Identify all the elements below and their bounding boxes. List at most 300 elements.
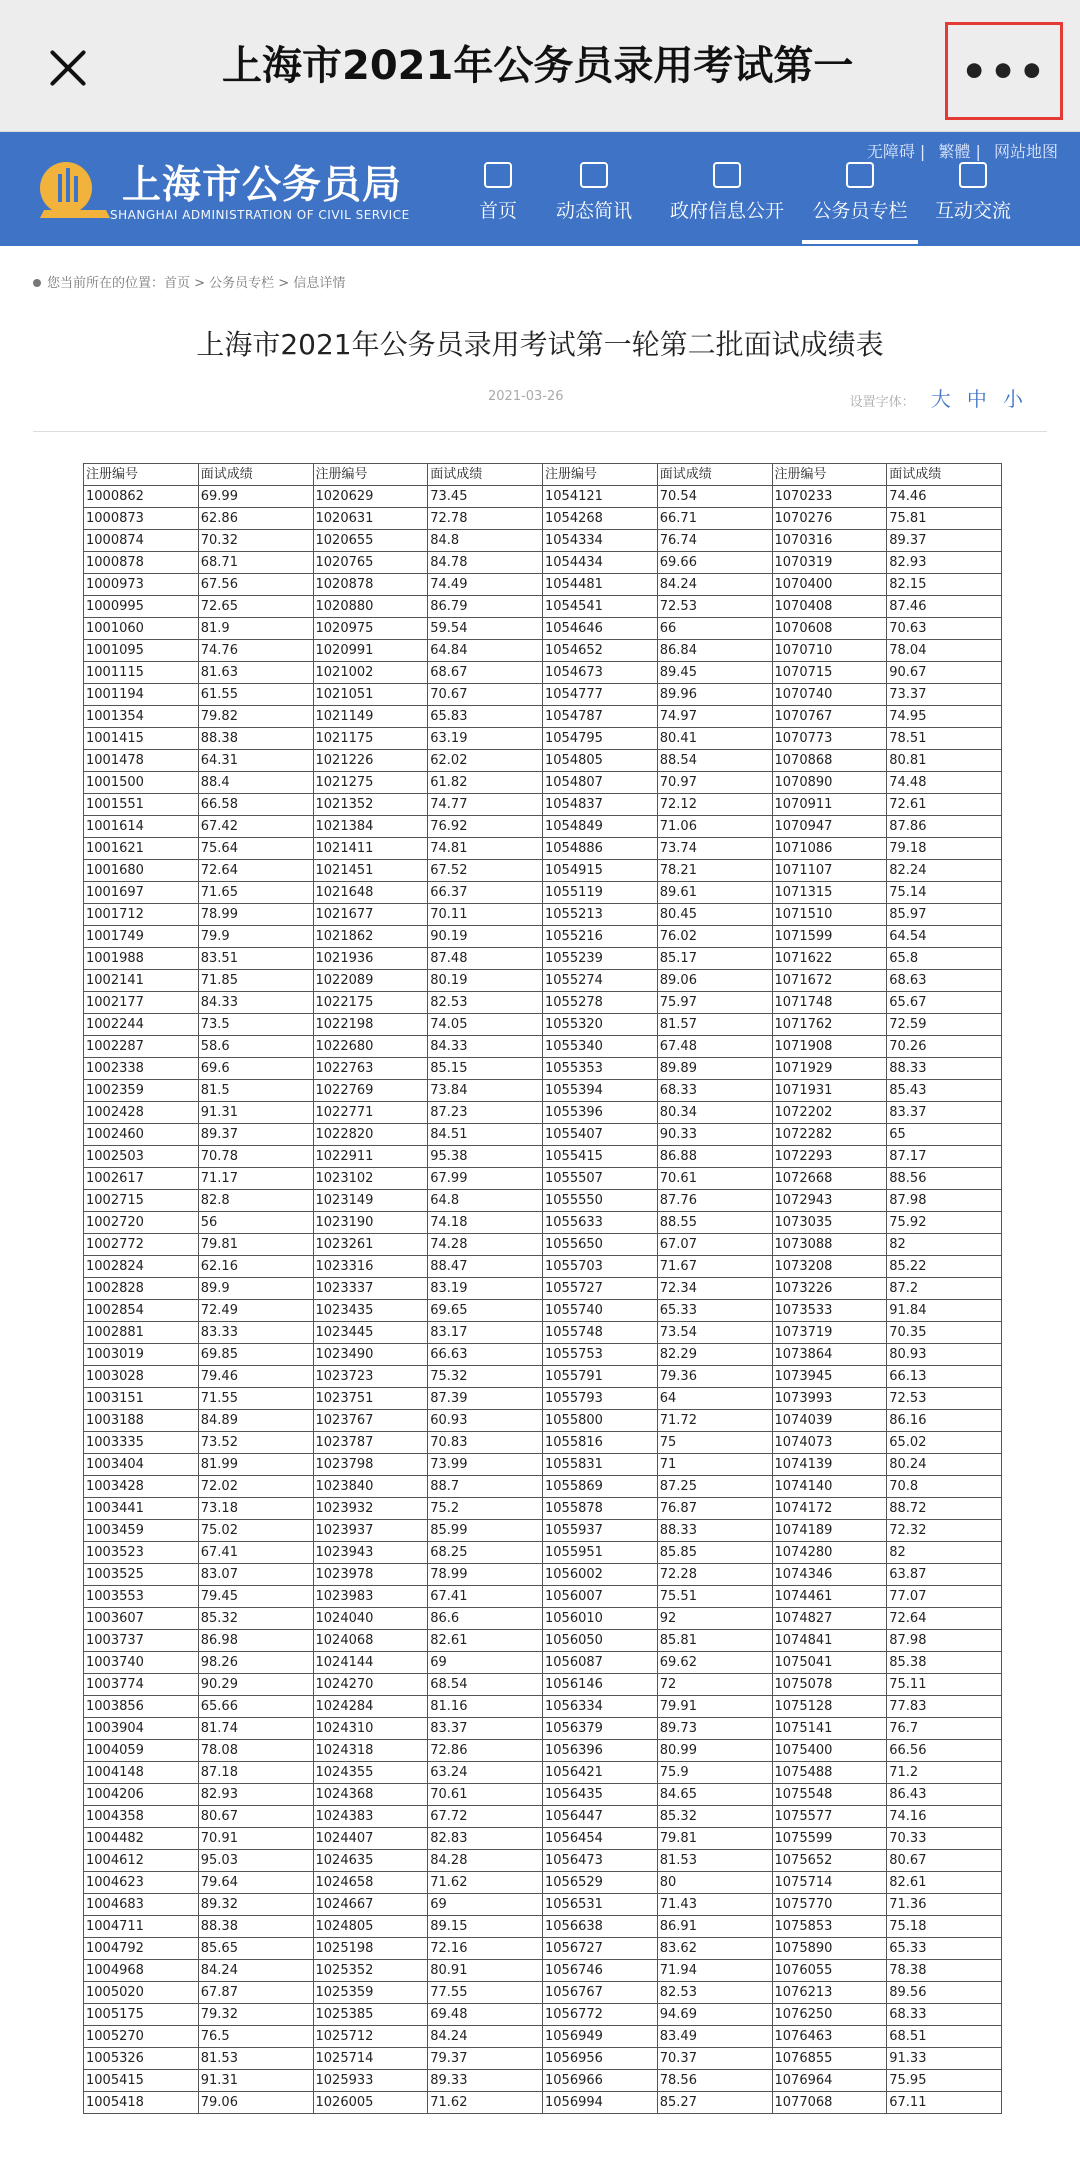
table-row [84, 1762, 1002, 1784]
table-row [84, 1278, 1002, 1300]
table-cell: 1070947 [772, 816, 887, 838]
table-cell: 79.06 [198, 2092, 313, 2114]
table-cell: 80.93 [887, 1344, 1002, 1366]
table-cell: 91.31 [198, 1102, 313, 1124]
table-row [84, 992, 1002, 1014]
table-cell: 1056435 [543, 1784, 658, 1806]
table-cell: 69.65 [428, 1300, 543, 1322]
table-row [84, 926, 1002, 948]
table-cell: 70.33 [887, 1828, 1002, 1850]
table-cell: 1056966 [543, 2070, 658, 2092]
table-cell: 1021451 [313, 860, 428, 882]
table-row [84, 1828, 1002, 1850]
table-cell: 1001060 [84, 618, 199, 640]
table-cell: 83.51 [198, 948, 313, 970]
table-cell: 1020991 [313, 640, 428, 662]
table-cell: 68.71 [198, 552, 313, 574]
table-cell: 80.91 [428, 1960, 543, 1982]
table-cell: 60.93 [428, 1410, 543, 1432]
table-cell: 79.18 [887, 838, 1002, 860]
table-row [84, 1410, 1002, 1432]
table-cell: 87.23 [428, 1102, 543, 1124]
table-cell: 82.15 [887, 574, 1002, 596]
table-cell: 1004968 [84, 1960, 199, 1982]
table-cell: 70.37 [657, 2048, 772, 2070]
nav-civil-service[interactable]: 公务员专栏 [802, 162, 918, 244]
table-cell: 82.24 [887, 860, 1002, 882]
table-cell: 89.15 [428, 1916, 543, 1938]
table-row [84, 1806, 1002, 1828]
table-cell: 1002881 [84, 1322, 199, 1344]
table-cell: 1054434 [543, 552, 658, 574]
chat-icon [959, 162, 987, 188]
table-cell: 78.51 [887, 728, 1002, 750]
table-cell: 1075078 [772, 1674, 887, 1696]
table-cell: 1056007 [543, 1586, 658, 1608]
table-cell: 71.55 [198, 1388, 313, 1410]
table-row [84, 882, 1002, 904]
table-cell: 85.22 [887, 1256, 1002, 1278]
table-cell: 87.25 [657, 1476, 772, 1498]
table-cell: 1055793 [543, 1388, 658, 1410]
table-cell: 90.33 [657, 1124, 772, 1146]
table-cell: 1072202 [772, 1102, 887, 1124]
table-cell: 81.63 [198, 662, 313, 684]
table-row [84, 1168, 1002, 1190]
location-pin-icon [33, 279, 41, 287]
table-cell: 76.74 [657, 530, 772, 552]
table-cell: 67.48 [657, 1036, 772, 1058]
table-row [84, 1102, 1002, 1124]
table-cell: 82.93 [887, 552, 1002, 574]
table-cell: 82 [887, 1234, 1002, 1256]
more-menu-button[interactable]: ••• [945, 22, 1063, 120]
table-cell: 1021936 [313, 948, 428, 970]
table-cell: 75.02 [198, 1520, 313, 1542]
table-cell: 1054886 [543, 838, 658, 860]
table-cell: 64.8 [428, 1190, 543, 1212]
nav-home[interactable]: 首页 [460, 162, 536, 244]
table-cell: 65.33 [887, 1938, 1002, 1960]
table-cell: 1004623 [84, 1872, 199, 1894]
table-cell: 71.36 [887, 1894, 1002, 1916]
table-cell: 76.87 [657, 1498, 772, 1520]
table-cell: 78.08 [198, 1740, 313, 1762]
table-cell: 70.26 [887, 1036, 1002, 1058]
table-cell: 1023316 [313, 1256, 428, 1278]
table-cell: 79.46 [198, 1366, 313, 1388]
publish-date: 2021-03-26 [488, 389, 564, 404]
table-cell: 1073226 [772, 1278, 887, 1300]
table-cell: 65.83 [428, 706, 543, 728]
table-cell: 73.18 [198, 1498, 313, 1520]
table-row [84, 1564, 1002, 1586]
table-cell: 1004206 [84, 1784, 199, 1806]
table-cell: 1055816 [543, 1432, 658, 1454]
table-cell: 1074461 [772, 1586, 887, 1608]
table-cell: 86.88 [657, 1146, 772, 1168]
table-row [84, 904, 1002, 926]
table-cell: 76.5 [198, 2026, 313, 2048]
table-cell: 80.99 [657, 1740, 772, 1762]
table-cell: 75.81 [887, 508, 1002, 530]
table-row [84, 1674, 1002, 1696]
table-cell: 71.85 [198, 970, 313, 992]
table-cell: 1020655 [313, 530, 428, 552]
table-cell: 1024068 [313, 1630, 428, 1652]
table-cell: 82.83 [428, 1828, 543, 1850]
table-row [84, 1432, 1002, 1454]
table-cell: 1071086 [772, 838, 887, 860]
table-cell: 69.99 [198, 486, 313, 508]
nav-news[interactable]: 动态简讯 [536, 162, 652, 244]
table-cell: 1056447 [543, 1806, 658, 1828]
table-cell: 68.25 [428, 1542, 543, 1564]
traditional-link[interactable]: 繁體 [938, 142, 971, 161]
table-cell: 70.8 [887, 1476, 1002, 1498]
nav-interaction[interactable]: 互动交流 [918, 162, 1028, 244]
table-cell: 1021051 [313, 684, 428, 706]
table-cell: 1003904 [84, 1718, 199, 1740]
table-cell: 1023337 [313, 1278, 428, 1300]
table-cell: 88.38 [198, 1916, 313, 1938]
close-icon[interactable] [48, 48, 88, 88]
table-cell: 1074346 [772, 1564, 887, 1586]
table-cell: 81.99 [198, 1454, 313, 1476]
table-cell: 84.28 [428, 1850, 543, 1872]
table-cell: 1002141 [84, 970, 199, 992]
table-row [84, 1894, 1002, 1916]
table-cell: 72.32 [887, 1520, 1002, 1542]
table-cell: 1071672 [772, 970, 887, 992]
table-cell: 1020629 [313, 486, 428, 508]
table-cell: 79.81 [198, 1234, 313, 1256]
table-cell: 89.56 [887, 1982, 1002, 2004]
table-cell: 70.78 [198, 1146, 313, 1168]
table-cell: 1054673 [543, 662, 658, 684]
table-cell: 72.53 [887, 1388, 1002, 1410]
table-cell: 82.53 [657, 1982, 772, 2004]
table-cell: 67.52 [428, 860, 543, 882]
table-cell: 85.15 [428, 1058, 543, 1080]
table-cell: 89.89 [657, 1058, 772, 1080]
table-cell: 1075400 [772, 1740, 887, 1762]
table-cell: 1056010 [543, 1608, 658, 1630]
table-cell: 86.79 [428, 596, 543, 618]
table-cell: 1070890 [772, 772, 887, 794]
table-row [84, 596, 1002, 618]
table-cell: 1074140 [772, 1476, 887, 1498]
table-cell: 73.52 [198, 1432, 313, 1454]
table-cell: 72.61 [887, 794, 1002, 816]
table-cell: 1004711 [84, 1916, 199, 1938]
table-cell: 68.33 [887, 2004, 1002, 2026]
table-cell: 1054481 [543, 574, 658, 596]
table-row [84, 1344, 1002, 1366]
table-row [84, 1520, 1002, 1542]
table-cell: 72.64 [198, 860, 313, 882]
table-cell: 1003188 [84, 1410, 199, 1432]
table-row [84, 1366, 1002, 1388]
table-cell: 67.42 [198, 816, 313, 838]
table-row [84, 706, 1002, 728]
table-cell: 83.49 [657, 2026, 772, 2048]
table-cell: 1056334 [543, 1696, 658, 1718]
table-cell: 1055753 [543, 1344, 658, 1366]
table-cell: 69 [428, 1894, 543, 1916]
table-cell: 1055396 [543, 1102, 658, 1124]
table-cell: 1003774 [84, 1674, 199, 1696]
table-cell: 66 [657, 618, 772, 640]
table-cell: 1071510 [772, 904, 887, 926]
table-cell: 75.97 [657, 992, 772, 1014]
table-cell: 1025198 [313, 1938, 428, 1960]
table-cell: 95.38 [428, 1146, 543, 1168]
table-cell: 1000973 [84, 574, 199, 596]
table-row [84, 1190, 1002, 1212]
table-cell: 90.29 [198, 1674, 313, 1696]
table-cell: 83.37 [428, 1718, 543, 1740]
table-row [84, 1234, 1002, 1256]
table-cell: 1005418 [84, 2092, 199, 2114]
table-cell: 72.59 [887, 1014, 1002, 1036]
table-cell: 85.99 [428, 1520, 543, 1542]
table-cell: 1001551 [84, 794, 199, 816]
table-cell: 1073208 [772, 1256, 887, 1278]
table-cell: 1055353 [543, 1058, 658, 1080]
table-cell: 1004612 [84, 1850, 199, 1872]
table-cell: 1056949 [543, 2026, 658, 2048]
table-cell: 88.55 [657, 1212, 772, 1234]
table-cell: 1023435 [313, 1300, 428, 1322]
table-cell: 58.6 [198, 1036, 313, 1058]
table-cell: 1076463 [772, 2026, 887, 2048]
table-cell: 1054787 [543, 706, 658, 728]
table-row [84, 1454, 1002, 1476]
table-row [84, 1982, 1002, 2004]
table-cell: 1056529 [543, 1872, 658, 1894]
table-cell: 1025352 [313, 1960, 428, 1982]
table-cell: 1055274 [543, 970, 658, 992]
table-cell: 1003028 [84, 1366, 199, 1388]
table-cell: 70.61 [428, 1784, 543, 1806]
table-cell: 1024144 [313, 1652, 428, 1674]
table-cell: 1071315 [772, 882, 887, 904]
table-cell: 1023723 [313, 1366, 428, 1388]
table-cell: 84.78 [428, 552, 543, 574]
table-row [84, 1872, 1002, 1894]
table-cell: 75.9 [657, 1762, 772, 1784]
table-cell: 75.14 [887, 882, 1002, 904]
table-cell: 1022175 [313, 992, 428, 1014]
table-cell: 69 [428, 1652, 543, 1674]
table-row [84, 1388, 1002, 1410]
table-cell: 89.96 [657, 684, 772, 706]
table-cell: 72.12 [657, 794, 772, 816]
utility-links: 无障碍 | 繁體 | 网站地图 [866, 142, 1058, 161]
table-row [84, 838, 1002, 860]
table-cell: 1056146 [543, 1674, 658, 1696]
table-cell: 1075548 [772, 1784, 887, 1806]
table-cell: 1075770 [772, 1894, 887, 1916]
table-cell: 87.46 [887, 596, 1002, 618]
table-cell: 66.56 [887, 1740, 1002, 1762]
nav-public-info[interactable]: 政府信息公开 [652, 162, 802, 244]
table-cell: 86.84 [657, 640, 772, 662]
table-cell: 89.37 [198, 1124, 313, 1146]
table-cell: 1023445 [313, 1322, 428, 1344]
font-large-button[interactable]: 大 [930, 387, 951, 411]
civil-service-icon [846, 162, 874, 188]
table-cell: 79.82 [198, 706, 313, 728]
table-cell: 1054334 [543, 530, 658, 552]
table-cell: 75.18 [887, 1916, 1002, 1938]
font-medium-button[interactable]: 中 [966, 387, 987, 411]
table-cell: 87.98 [887, 1190, 1002, 1212]
table-cell: 1001621 [84, 838, 199, 860]
table-row [84, 750, 1002, 772]
table-cell: 1070316 [772, 530, 887, 552]
table-cell: 1071929 [772, 1058, 887, 1080]
table-row [84, 2004, 1002, 2026]
table-cell: 1055937 [543, 1520, 658, 1542]
table-cell: 1075714 [772, 1872, 887, 1894]
table-cell: 1002460 [84, 1124, 199, 1146]
table-cell: 85.97 [887, 904, 1002, 926]
table-cell: 1001115 [84, 662, 199, 684]
table-cell: 1075488 [772, 1762, 887, 1784]
accessibility-link[interactable]: 无障碍 [866, 142, 915, 161]
table-cell: 1023840 [313, 1476, 428, 1498]
table-cell: 1075041 [772, 1652, 887, 1674]
table-row [84, 1938, 1002, 1960]
table-row [84, 1498, 1002, 1520]
table-row [84, 1322, 1002, 1344]
table-cell: 1002244 [84, 1014, 199, 1036]
table-cell: 1002617 [84, 1168, 199, 1190]
table-cell: 1076250 [772, 2004, 887, 2026]
table-cell: 1024040 [313, 1608, 428, 1630]
table-cell: 1055740 [543, 1300, 658, 1322]
table-cell: 67.99 [428, 1168, 543, 1190]
table-cell: 1070715 [772, 662, 887, 684]
sitemap-link[interactable]: 网站地图 [993, 142, 1058, 161]
table-row [84, 1014, 1002, 1036]
font-size-control: 设置字体： 大 中 小 [849, 387, 1023, 411]
table-cell: 1023190 [313, 1212, 428, 1234]
font-small-button[interactable]: 小 [1003, 387, 1023, 411]
site-header [0, 132, 1080, 246]
table-cell: 1074039 [772, 1410, 887, 1432]
table-cell: 71.62 [428, 1872, 543, 1894]
table-cell: 1001614 [84, 816, 199, 838]
table-cell: 65.33 [657, 1300, 772, 1322]
home-icon [484, 162, 512, 188]
table-cell: 1054805 [543, 750, 658, 772]
table-cell: 1003404 [84, 1454, 199, 1476]
table-cell: 1003740 [84, 1652, 199, 1674]
table-cell: 1025933 [313, 2070, 428, 2092]
table-row [84, 1124, 1002, 1146]
table-cell: 71.67 [657, 1256, 772, 1278]
table-cell: 84.33 [428, 1036, 543, 1058]
table-cell: 1021384 [313, 816, 428, 838]
table-row [84, 662, 1002, 684]
table-cell: 1054915 [543, 860, 658, 882]
table-cell: 1022089 [313, 970, 428, 992]
table-cell: 78.99 [428, 1564, 543, 1586]
table-cell: 1002772 [84, 1234, 199, 1256]
table-cell: 1055320 [543, 1014, 658, 1036]
table-cell: 73.54 [657, 1322, 772, 1344]
table-cell: 1004683 [84, 1894, 199, 1916]
table-cell: 84.51 [428, 1124, 543, 1146]
app-top-bar [0, 0, 1080, 132]
table-cell: 1073719 [772, 1322, 887, 1344]
table-header-cell: 面试成绩 [198, 464, 313, 486]
table-cell: 83.37 [887, 1102, 1002, 1124]
table-cell: 86.91 [657, 1916, 772, 1938]
table-cell: 1023490 [313, 1344, 428, 1366]
table-cell: 65.67 [887, 992, 1002, 1014]
table-cell: 1002177 [84, 992, 199, 1014]
logo-icon [36, 158, 114, 224]
breadcrumb: 您当前所在的位置：首页 > 公务员专栏 > 信息详情 [33, 272, 1047, 291]
table-row [84, 772, 1002, 794]
table-cell: 94.69 [657, 2004, 772, 2026]
table-cell: 1023787 [313, 1432, 428, 1454]
table-cell: 86.6 [428, 1608, 543, 1630]
table-cell: 73.74 [657, 838, 772, 860]
table-cell: 1071622 [772, 948, 887, 970]
table-row [84, 1916, 1002, 1938]
table-cell: 77.07 [887, 1586, 1002, 1608]
table-cell: 1004482 [84, 1828, 199, 1850]
table-cell: 1055727 [543, 1278, 658, 1300]
table-cell: 1056531 [543, 1894, 658, 1916]
table-cell: 67.07 [657, 1234, 772, 1256]
table-cell: 1022198 [313, 1014, 428, 1036]
table-cell: 90.19 [428, 926, 543, 948]
table-row [84, 1718, 1002, 1740]
table-cell: 82.61 [887, 1872, 1002, 1894]
table-cell: 1055239 [543, 948, 658, 970]
table-cell: 1023751 [313, 1388, 428, 1410]
divider [33, 431, 1047, 432]
table-cell: 85.32 [657, 1806, 772, 1828]
table-cell: 1056956 [543, 2048, 658, 2070]
table-cell: 83.19 [428, 1278, 543, 1300]
table-cell: 82.61 [428, 1630, 543, 1652]
table-cell: 1072668 [772, 1168, 887, 1190]
table-cell: 1002720 [84, 1212, 199, 1234]
table-row [84, 948, 1002, 970]
table-cell: 85.32 [198, 1608, 313, 1630]
table-cell: 81.9 [198, 618, 313, 640]
table-cell: 1054849 [543, 816, 658, 838]
table-cell: 1024635 [313, 1850, 428, 1872]
table-cell: 1005415 [84, 2070, 199, 2092]
table-cell: 84.33 [198, 992, 313, 1014]
table-cell: 1020631 [313, 508, 428, 530]
table-cell: 74.97 [657, 706, 772, 728]
table-cell: 1024667 [313, 1894, 428, 1916]
table-cell: 62.16 [198, 1256, 313, 1278]
table-cell: 1001095 [84, 640, 199, 662]
table-cell: 78.21 [657, 860, 772, 882]
table-cell: 80.24 [887, 1454, 1002, 1476]
table-cell: 1054652 [543, 640, 658, 662]
